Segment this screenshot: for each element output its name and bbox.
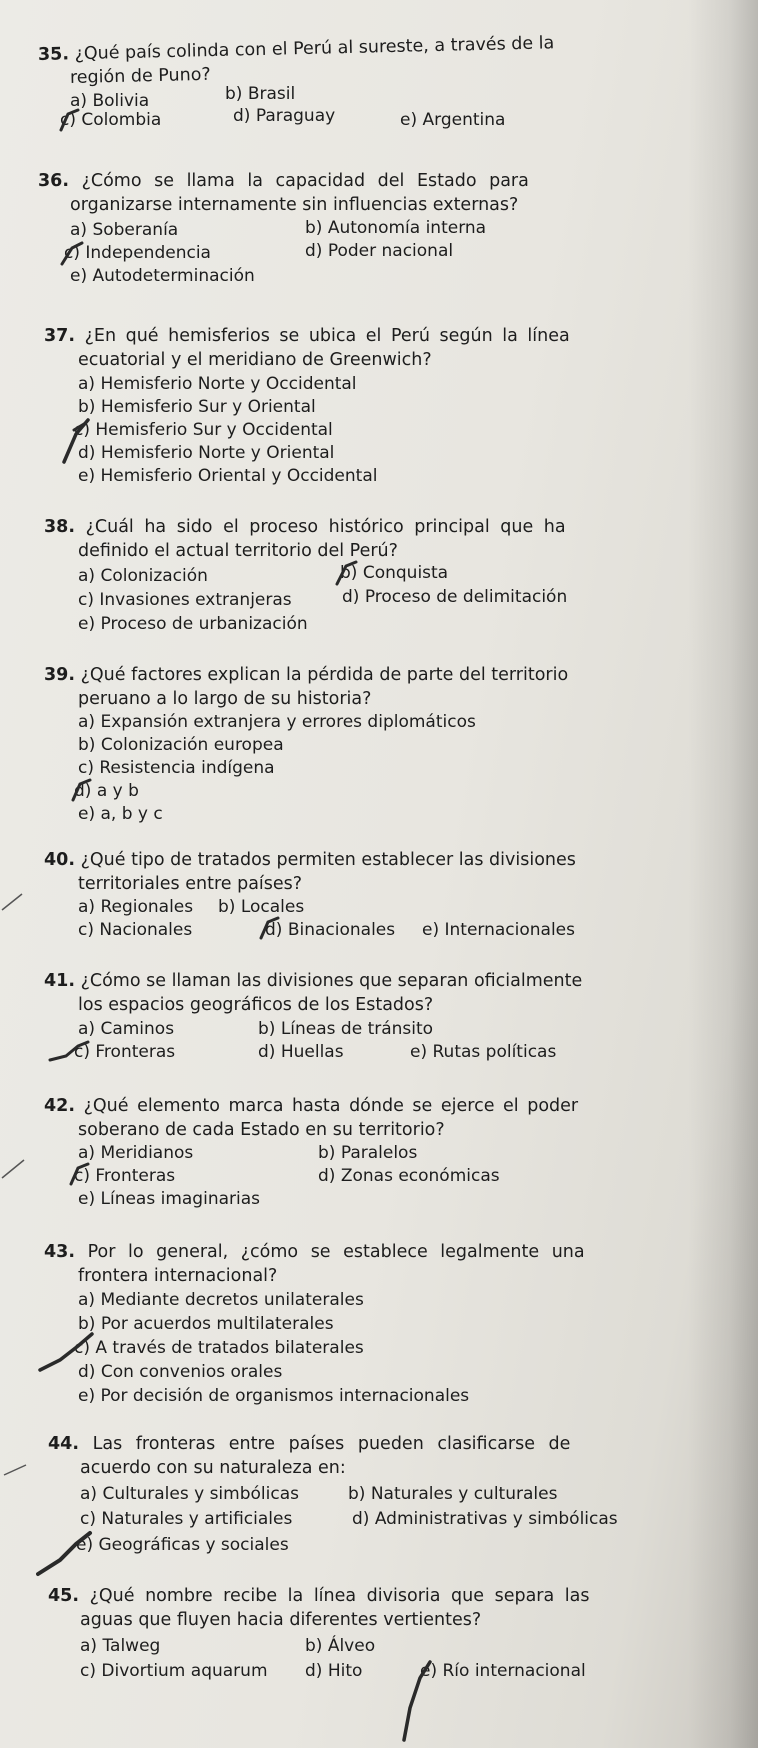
option-b[interactable]: b) Líneas de tránsito xyxy=(258,1019,434,1039)
option-c[interactable]: c) Hemisferio Sur y Occidental xyxy=(74,420,333,440)
option-d[interactable]: d) Proceso de delimitación xyxy=(342,587,568,607)
question-text-line: ¿Qué factores explican la pérdida de parte del territorio xyxy=(80,665,569,685)
option-d[interactable]: d) Paraguay xyxy=(233,106,336,126)
question-text-line: Por lo general, ¿cómo se establece legalmente una xyxy=(87,1242,585,1262)
question-stem-continued xyxy=(78,873,302,895)
question-text-line: región de Puno? xyxy=(69,64,211,88)
option-b[interactable]: b) Hemisferio Sur y Oriental xyxy=(78,397,316,417)
option-b[interactable]: b) Autonomía interna xyxy=(305,218,487,238)
question-stem-continued xyxy=(70,64,211,89)
question-text-line: ¿Qué tipo de tratados permiten establecer las divisiones xyxy=(80,850,576,870)
question-stem xyxy=(48,1585,589,1607)
question-text-line: ¿Cómo se llama la capacidad del Estado para xyxy=(81,171,529,191)
option-d[interactable]: d) Con convenios orales xyxy=(78,1362,283,1382)
question-text-line: acuerdo con su naturaleza en: xyxy=(80,1458,346,1478)
question-stem-continued xyxy=(80,1457,346,1479)
page-shadow xyxy=(688,0,758,1748)
option-d[interactable]: d) Hito xyxy=(305,1661,363,1681)
option-c[interactable]: c) Resistencia indígena xyxy=(78,758,275,778)
question-text-line: soberano de cada Estado en su territorio? xyxy=(78,1120,445,1140)
option-e[interactable]: e) Geográficas y sociales xyxy=(76,1535,289,1555)
question-stem xyxy=(38,32,555,66)
option-a[interactable]: a) Bolivia xyxy=(70,91,150,111)
option-e[interactable]: e) Rutas políticas xyxy=(410,1042,557,1062)
margin-scribble xyxy=(0,880,40,920)
option-d[interactable]: d) Poder nacional xyxy=(305,241,454,261)
option-e[interactable]: e) a, b y c xyxy=(78,804,163,824)
option-a[interactable]: a) Mediante decretos unilaterales xyxy=(78,1290,364,1310)
option-b[interactable]: b) Locales xyxy=(218,897,305,917)
option-b[interactable]: b) Colonización europea xyxy=(78,735,284,755)
option-a[interactable]: a) Soberanía xyxy=(70,220,179,240)
option-c[interactable]: c) Independencia xyxy=(64,243,211,263)
option-e[interactable]: e) Argentina xyxy=(400,110,506,130)
question-stem xyxy=(44,970,582,992)
option-a[interactable]: a) Regionales xyxy=(78,897,194,917)
margin-scribble xyxy=(0,1455,40,1495)
option-b[interactable]: b) Brasil xyxy=(225,84,296,104)
option-b[interactable]: b) Por acuerdos multilaterales xyxy=(78,1314,334,1334)
question-text-line: organizarse internamente sin influencias externas? xyxy=(70,195,519,215)
option-d[interactable]: d) Hemisferio Norte y Oriental xyxy=(78,443,335,463)
option-d[interactable]: d) a y b xyxy=(74,781,139,801)
question-stem-continued xyxy=(78,349,432,371)
question-text-line: territoriales entre países? xyxy=(78,874,303,894)
option-b[interactable]: b) Paralelos xyxy=(318,1143,418,1163)
question-text-line: ¿Qué nombre recibe la línea divisoria que separa las xyxy=(89,1586,590,1606)
option-c[interactable]: c) Fronteras xyxy=(74,1166,176,1186)
option-a[interactable]: a) Culturales y simbólicas xyxy=(80,1484,299,1504)
option-d[interactable]: d) Administrativas y simbólicas xyxy=(352,1509,618,1529)
question-number: 44. xyxy=(48,1434,80,1454)
question-number: 35. xyxy=(37,44,70,65)
question-text-line: ecuatorial y el meridiano de Greenwich? xyxy=(78,350,432,370)
question-stem-continued xyxy=(78,994,433,1016)
question-stem-continued xyxy=(78,1119,445,1141)
question-stem xyxy=(44,1241,585,1263)
option-c[interactable]: c) Naturales y artificiales xyxy=(80,1509,293,1529)
option-e[interactable]: e) Líneas imaginarias xyxy=(78,1189,260,1209)
option-d[interactable]: d) Binacionales xyxy=(265,920,396,940)
question-stem-continued xyxy=(80,1609,481,1631)
option-a[interactable]: a) Caminos xyxy=(78,1019,175,1039)
question-text-line: ¿En qué hemisferios se ubica el Perú según la línea xyxy=(84,326,570,346)
option-e[interactable]: e) Internacionales xyxy=(422,920,575,940)
question-number: 42. xyxy=(44,1096,76,1116)
question-number: 40. xyxy=(44,850,76,870)
question-number: 41. xyxy=(44,971,76,991)
option-e[interactable]: e) Río internacional xyxy=(420,1661,586,1681)
question-number: 37. xyxy=(44,326,76,346)
question-text-line: los espacios geográficos de los Estados? xyxy=(78,995,434,1015)
question-number: 38. xyxy=(44,517,76,537)
option-a[interactable]: a) Colonización xyxy=(78,566,208,586)
option-c[interactable]: c) Nacionales xyxy=(78,920,193,940)
question-number: 43. xyxy=(44,1242,76,1262)
option-e[interactable]: e) Proceso de urbanización xyxy=(78,614,308,634)
option-a[interactable]: a) Talweg xyxy=(80,1636,161,1656)
option-c[interactable]: c) A través de tratados bilaterales xyxy=(74,1338,364,1358)
question-stem xyxy=(44,325,570,347)
question-stem xyxy=(44,849,576,871)
option-e[interactable]: e) Por decisión de organismos internacionales xyxy=(78,1386,470,1406)
option-a[interactable]: a) Hemisferio Norte y Occidental xyxy=(78,374,357,394)
question-number: 36. xyxy=(38,171,70,191)
question-stem-continued xyxy=(78,688,371,710)
option-c[interactable]: c) Divortium aquarum xyxy=(80,1661,268,1681)
option-b[interactable]: b) Conquista xyxy=(340,563,449,583)
question-stem xyxy=(44,516,566,538)
question-number: 39. xyxy=(44,665,76,685)
question-text-line: ¿Cuál ha sido el proceso histórico principal que ha xyxy=(85,517,566,537)
question-text-line: ¿Qué país colinda con el Perú al sureste, a través de la xyxy=(74,33,555,65)
option-d[interactable]: d) Huellas xyxy=(258,1042,344,1062)
question-text-line: frontera internacional? xyxy=(78,1266,278,1286)
option-e[interactable]: e) Autodeterminación xyxy=(70,266,255,286)
question-stem xyxy=(44,664,568,686)
option-d[interactable]: d) Zonas económicas xyxy=(318,1166,500,1186)
question-stem-continued xyxy=(78,1265,277,1287)
question-stem xyxy=(38,170,529,192)
question-text-line: definido el actual territorio del Perú? xyxy=(78,541,398,561)
option-a[interactable]: a) Meridianos xyxy=(78,1143,194,1163)
question-stem-continued xyxy=(78,540,398,562)
option-b[interactable]: b) Álveo xyxy=(305,1636,376,1656)
question-text-line: ¿Qué elemento marca hasta dónde se ejerce el poder xyxy=(83,1096,579,1116)
question-text-line: Las fronteras entre países pueden clasificarse de xyxy=(92,1434,571,1454)
question-stem xyxy=(44,1095,578,1117)
question-text-line: ¿Cómo se llaman las divisiones que separan oficialmente xyxy=(80,971,583,991)
option-b[interactable]: b) Naturales y culturales xyxy=(348,1484,558,1504)
margin-scribble xyxy=(0,1150,40,1190)
question-number: 45. xyxy=(48,1586,80,1606)
question-text-line: peruano a lo largo de su historia? xyxy=(78,689,372,709)
option-e[interactable]: e) Hemisferio Oriental y Occidental xyxy=(78,466,378,486)
option-c[interactable]: c) Colombia xyxy=(60,110,162,130)
option-c[interactable]: c) Invasiones extranjeras xyxy=(78,590,292,610)
option-a[interactable]: a) Expansión extranjera y errores diplomáticos xyxy=(78,712,476,732)
question-stem xyxy=(48,1433,570,1455)
option-c[interactable]: c) Fronteras xyxy=(74,1042,176,1062)
question-text-line: aguas que fluyen hacia diferentes vertientes? xyxy=(80,1610,482,1630)
question-stem-continued xyxy=(70,194,518,216)
